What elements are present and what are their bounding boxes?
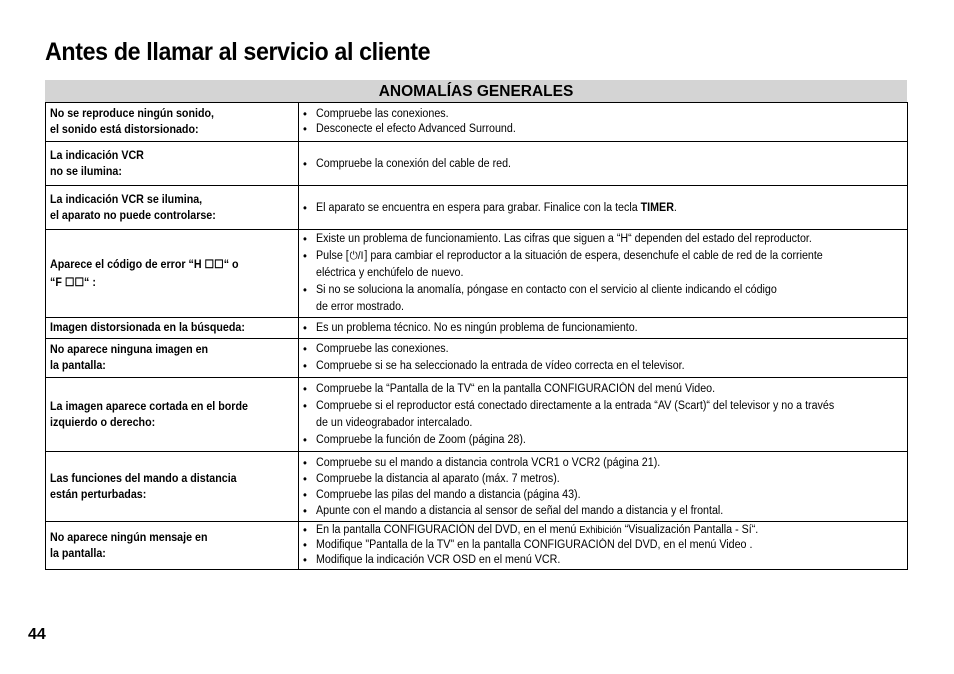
remedy-item: • Modifique "Pantalla de la TV" en la pantalla CONFIGURACIÓN del DVD, en el menú Video . bbox=[303, 538, 865, 553]
remedy-item: • Compruebe la función de Zoom (página 28). bbox=[303, 432, 865, 449]
symptom-text: la pantalla: bbox=[50, 360, 106, 372]
remedy-item: • Compruebe si se ha seleccionado la entrada de vídeo correcta en el televisor. bbox=[303, 358, 865, 375]
remedy-text: Pulse [ bbox=[316, 250, 349, 262]
remedy-cell bbox=[299, 142, 908, 186]
remedy-item bbox=[303, 248, 865, 282]
page-number: 44 bbox=[28, 626, 46, 643]
table-row bbox=[46, 452, 908, 522]
symptom-text: No se reproduce ningún sonido, bbox=[50, 108, 214, 120]
symptom-cell bbox=[46, 318, 299, 339]
remedy-text: Si no se soluciona la anomalía, póngase en contacto con el servicio al cliente indicando el código bbox=[316, 284, 777, 296]
timer-key-label: TIMER bbox=[640, 201, 674, 214]
table-row bbox=[46, 186, 908, 230]
remedy-item: • Existe un problema de funcionamiento. Las cifras que siguen a “H“ dependen del estado del reproductor. bbox=[303, 231, 865, 248]
remedy-text: Compruebe si el reproductor está conectado directamente a la entrada “AV (Scart)“ del televisor y no a través bbox=[316, 399, 835, 412]
remedy-continuation: eléctrica y enchúfelo de nuevo. bbox=[316, 267, 464, 279]
page-title: Antes de llamar al servicio al cliente bbox=[45, 38, 431, 66]
symptom-text: el sonido está distorsionado: bbox=[50, 124, 199, 136]
table-row bbox=[46, 339, 908, 378]
remedy-item: • Compruebe las pilas del mando a distancia (página 43). bbox=[303, 487, 865, 503]
remedy-continuation: de error mostrado. bbox=[316, 301, 405, 313]
remedy-cell bbox=[299, 103, 908, 142]
remedy-cell bbox=[299, 318, 908, 339]
remedy-continuation: de un videograbador intercalado. bbox=[316, 416, 473, 429]
remedy-cell bbox=[299, 452, 908, 522]
symptom-text: el aparato no puede controlarse: bbox=[50, 209, 216, 222]
table-row bbox=[46, 230, 908, 318]
remedy-item bbox=[303, 282, 865, 316]
symptom-cell bbox=[46, 339, 299, 378]
symptom-text: No aparece ninguna imagen en bbox=[50, 344, 209, 356]
remedy-item: • Compruebe la “Pantalla de la TV“ en la pantalla CONFIGURACIÓN del menú Video. bbox=[303, 381, 865, 398]
symptom-text: La imagen aparece cortada en el borde bbox=[50, 400, 248, 413]
symptom-cell bbox=[46, 186, 299, 230]
symptom-cell bbox=[46, 103, 299, 142]
symptom-text: La indicación VCR bbox=[50, 149, 144, 162]
table-row bbox=[46, 142, 908, 186]
symptom-cell bbox=[46, 230, 299, 318]
symptom-text: Aparece el código de error “H ☐☐“ o bbox=[50, 258, 239, 271]
symptom-text: La indicación VCR se ilumina, bbox=[50, 193, 203, 206]
section-heading: ANOMALÍAS GENERALES bbox=[45, 80, 907, 102]
remedy-cell bbox=[299, 186, 908, 230]
remedy-item bbox=[303, 398, 865, 432]
remedy-cell bbox=[299, 378, 908, 452]
remedy-item: • Compruebe la conexión del cable de red. bbox=[303, 156, 865, 172]
symptom-text: no se ilumina: bbox=[50, 165, 122, 178]
remedy-text: ] para cambiar el reproductor a la situación de espera, desenchufe el cable de red de la corriente bbox=[364, 250, 823, 262]
symptom-text: están perturbadas: bbox=[50, 488, 147, 501]
symptom-cell bbox=[46, 522, 299, 570]
remedy-cell bbox=[299, 230, 908, 318]
remedy-item bbox=[303, 200, 865, 216]
remedy-cell bbox=[299, 522, 908, 570]
remedy-item: • Compruebe las conexiones. bbox=[303, 341, 865, 358]
table-row bbox=[46, 318, 908, 339]
symptom-text: Las funciones del mando a distancia bbox=[50, 472, 237, 485]
remedy-item: • Compruebe las conexiones. bbox=[303, 107, 865, 122]
symptom-text: la pantalla: bbox=[50, 547, 106, 560]
remedy-cell bbox=[299, 339, 908, 378]
remedy-text: El aparato se encuentra en espera para grabar. Finalice con la tecla bbox=[316, 201, 641, 214]
symptom-text: izquierdo o derecho: bbox=[50, 416, 156, 429]
power-standby-icon: ⏻/I bbox=[349, 250, 364, 262]
symptom-cell bbox=[46, 378, 299, 452]
remedy-text: . bbox=[673, 201, 677, 214]
troubleshooting-table bbox=[45, 102, 908, 570]
symptom-text: No aparece ningún mensaje en bbox=[50, 531, 208, 544]
remedy-item: • Apunte con el mando a distancia al sensor de señal del mando a distancia y el frontal. bbox=[303, 503, 865, 519]
menu-name-text: Exhibición bbox=[579, 525, 622, 536]
remedy-text: “Visualización Pantalla - Sí“. bbox=[621, 524, 759, 536]
symptom-cell bbox=[46, 142, 299, 186]
table-row bbox=[46, 522, 908, 570]
symptom-cell bbox=[46, 452, 299, 522]
table-row bbox=[46, 103, 908, 142]
symptom-text: Imagen distorsionada en la búsqueda: bbox=[50, 322, 245, 334]
remedy-item bbox=[303, 523, 865, 538]
remedy-item: • Desconecte el efecto Advanced Surround. bbox=[303, 122, 865, 137]
remedy-item: • Modifique la indicación VCR OSD en el menú VCR. bbox=[303, 553, 865, 568]
remedy-item: • Compruebe su el mando a distancia controla VCR1 o VCR2 (página 21). bbox=[303, 455, 865, 471]
remedy-text: En la pantalla CONFIGURACIÓN del DVD, en el menú bbox=[316, 524, 580, 536]
symptom-text: “F ☐☐“ : bbox=[50, 276, 96, 289]
remedy-item: • Es un problema técnico. No es ningún problema de funcionamiento. bbox=[303, 320, 865, 336]
table-row bbox=[46, 378, 908, 452]
remedy-item: • Compruebe la distancia al aparato (máx. 7 metros). bbox=[303, 471, 865, 487]
